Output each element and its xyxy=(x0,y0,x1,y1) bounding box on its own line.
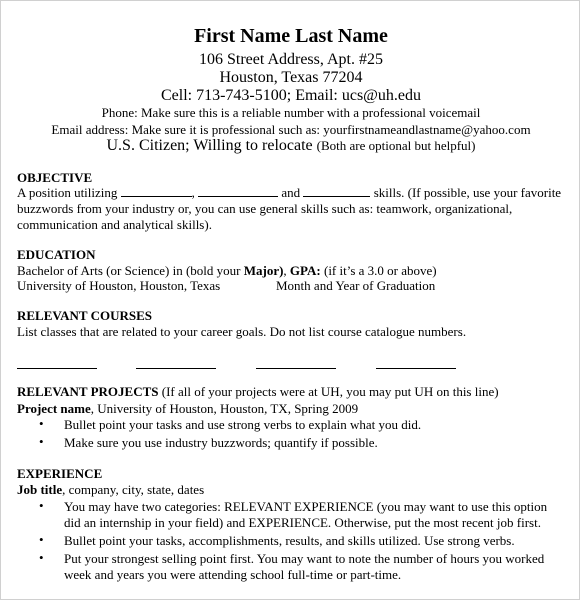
bullet-glyph: • xyxy=(39,532,44,547)
city-state-zip: Houston, Texas 77204 xyxy=(219,69,363,86)
bullet-glyph: • xyxy=(39,434,44,449)
school-name: University of Houston, Houston, Texas xyxy=(17,278,221,293)
skill-blank-3 xyxy=(303,185,370,197)
citizenship-line xyxy=(1,137,580,155)
objective-line-3: communication and analytical skills). xyxy=(17,217,212,232)
gpa-note: (if it’s a 3.0 or above) xyxy=(323,263,437,278)
course-blank-1 xyxy=(17,368,97,369)
education-heading: EDUCATION xyxy=(17,247,96,262)
phone-note: Phone: Make sure this is a reliable number with a professional voicemail xyxy=(101,105,481,120)
course-blank-4 xyxy=(376,368,456,369)
courses-heading: RELEVANT COURSES xyxy=(17,308,152,323)
objective-text-a: A position utilizing xyxy=(17,185,118,200)
project-details: , University of Houston, Houston, TX, Spring 2009 xyxy=(90,401,359,416)
email-note: Email address: Make sure it is professional such as: yourfirstnameandlastname@yahoo.com xyxy=(51,122,531,137)
experience-bullet-3-line-2: week and years you were attending school full-time or part-time. xyxy=(64,567,402,582)
course-blank-2 xyxy=(136,368,216,369)
experience-bullet-3-line-1: Put your strongest selling point first. You may want to note the number of hours you worked xyxy=(64,551,545,566)
objective-and: and xyxy=(281,185,301,200)
graduation-date: Month and Year of Graduation xyxy=(276,278,436,293)
citizenship-note: (Both are optional but helpful) xyxy=(316,138,476,153)
objective-heading: OBJECTIVE xyxy=(17,170,93,185)
courses-text: List classes that are related to your career goals. Do not list course catalogue numbers. xyxy=(17,324,467,339)
project-name-label: Project name xyxy=(17,401,91,416)
objective-line-1 xyxy=(17,185,561,201)
skill-blank-2 xyxy=(198,185,278,197)
skill-blank-1 xyxy=(121,185,192,197)
street-address: 106 Street Address, Apt. #25 xyxy=(199,51,383,68)
school-line xyxy=(17,278,220,294)
project-line xyxy=(17,401,358,417)
project-bullet-2: Make sure you use industry buzzwords; quantify if possible. xyxy=(64,435,378,450)
contact-line: Cell: 713-743-5100; Email: ucs@uh.edu xyxy=(160,87,422,104)
job-title-label: Job title xyxy=(17,482,63,497)
projects-heading: RELEVANT PROJECTS xyxy=(17,384,159,399)
degree-line xyxy=(17,263,437,279)
gpa-label: GPA: xyxy=(289,263,321,278)
objective-comma: , xyxy=(191,185,195,200)
objective-text-b: skills. (If possible, use your favorite xyxy=(373,185,562,200)
major-label: Major) xyxy=(243,263,284,278)
resume-name: First Name Last Name xyxy=(194,25,388,47)
bullet-glyph: • xyxy=(39,550,44,565)
experience-heading: EXPERIENCE xyxy=(17,466,103,481)
objective-line-2: buzzwords from your industry or, you can use general skills such as: teamwork, organizational, xyxy=(17,201,513,216)
experience-bullet-2: Bullet point your tasks, accomplishments, results, and skills utilized. Use strong verbs. xyxy=(64,533,515,548)
bullet-glyph: • xyxy=(39,498,44,513)
course-blank-3 xyxy=(256,368,336,369)
experience-bullet-1-line-1: You may have two categories: RELEVANT EXPERIENCE (you may want to use this option xyxy=(64,499,548,514)
experience-bullet-1-line-2: did an internship in your field) and EXPERIENCE. Otherwise, put the most recent job first. xyxy=(64,515,541,530)
degree-comma: , xyxy=(283,263,287,278)
job-line xyxy=(17,482,204,498)
projects-heading-note: (If all of your projects were at UH, you may put UH on this line) xyxy=(161,384,499,399)
bullet-glyph: • xyxy=(39,416,44,431)
citizenship-text: U.S. Citizen; Willing to relocate xyxy=(106,137,313,154)
projects-heading-line xyxy=(17,384,499,400)
project-bullet-1: Bullet point your tasks and use strong verbs to explain what you did. xyxy=(64,417,422,432)
degree-text: Bachelor of Arts (or Science) in (bold your xyxy=(17,263,241,278)
job-details: , company, city, state, dates xyxy=(62,482,205,497)
